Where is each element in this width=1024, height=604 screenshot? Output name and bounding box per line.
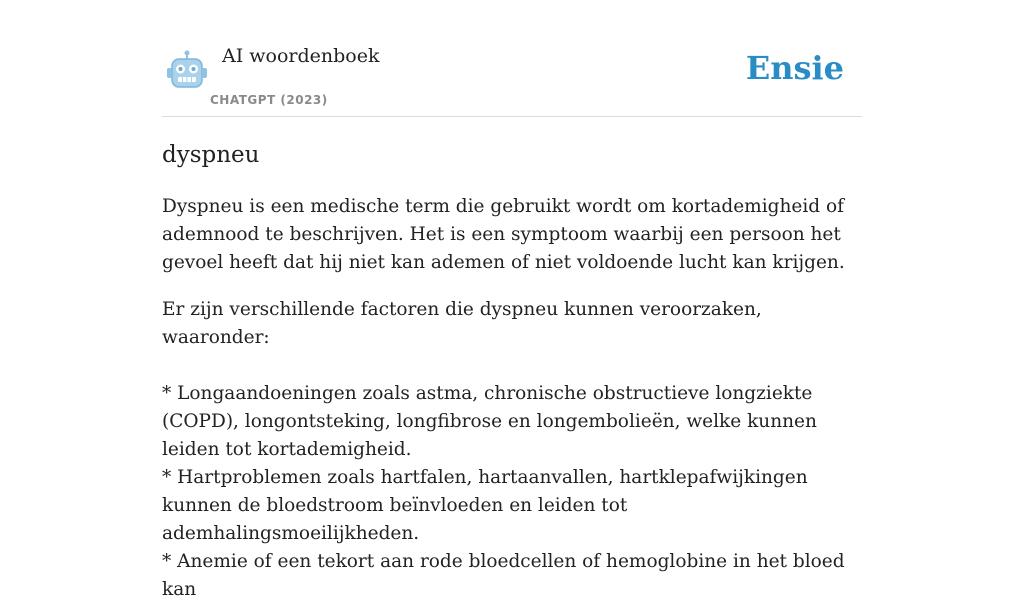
dictionary-name[interactable]: AI woordenboek [222, 45, 380, 67]
ensie-logo[interactable]: Ensie [745, 49, 844, 87]
entry-body [162, 193, 862, 604]
cause-item: * Hartproblemen zoals hartfalen, hartaanvallen, hartklepafwijkingen kunnen de bloedstroom beïnvloeden en leiden tot ademhalingsmoeilijkheden. [162, 467, 808, 544]
cause-item: * Anemie of een tekort aan rode bloedcellen of hemoglobine in het bloed kan [162, 551, 845, 600]
definition-paragraph: Dyspneu is een medische term die gebruikt wordt om kortademigheid of ademnood te beschrijven. Het is een symptoom waarbij een persoon het gevoel heeft dat hij niet kan ademen of niet voldoende lucht kan krijgen. [162, 196, 845, 273]
entry-content [162, 139, 862, 604]
header [162, 0, 862, 117]
robot-icon [166, 50, 208, 90]
source-label: CHATGPT (2023) [210, 93, 328, 107]
causes-intro: Er zijn verschillende factoren die dyspneu kunnen veroorzaken, waaronder: [162, 299, 762, 348]
entry-title: dyspneu [162, 142, 260, 168]
cause-item: * Longaandoeningen zoals astma, chronische obstructieve longziekte (COPD), longontsteking, longfibrose en longembolieën, welke kunnen leiden tot kortademigheid. [162, 383, 817, 460]
